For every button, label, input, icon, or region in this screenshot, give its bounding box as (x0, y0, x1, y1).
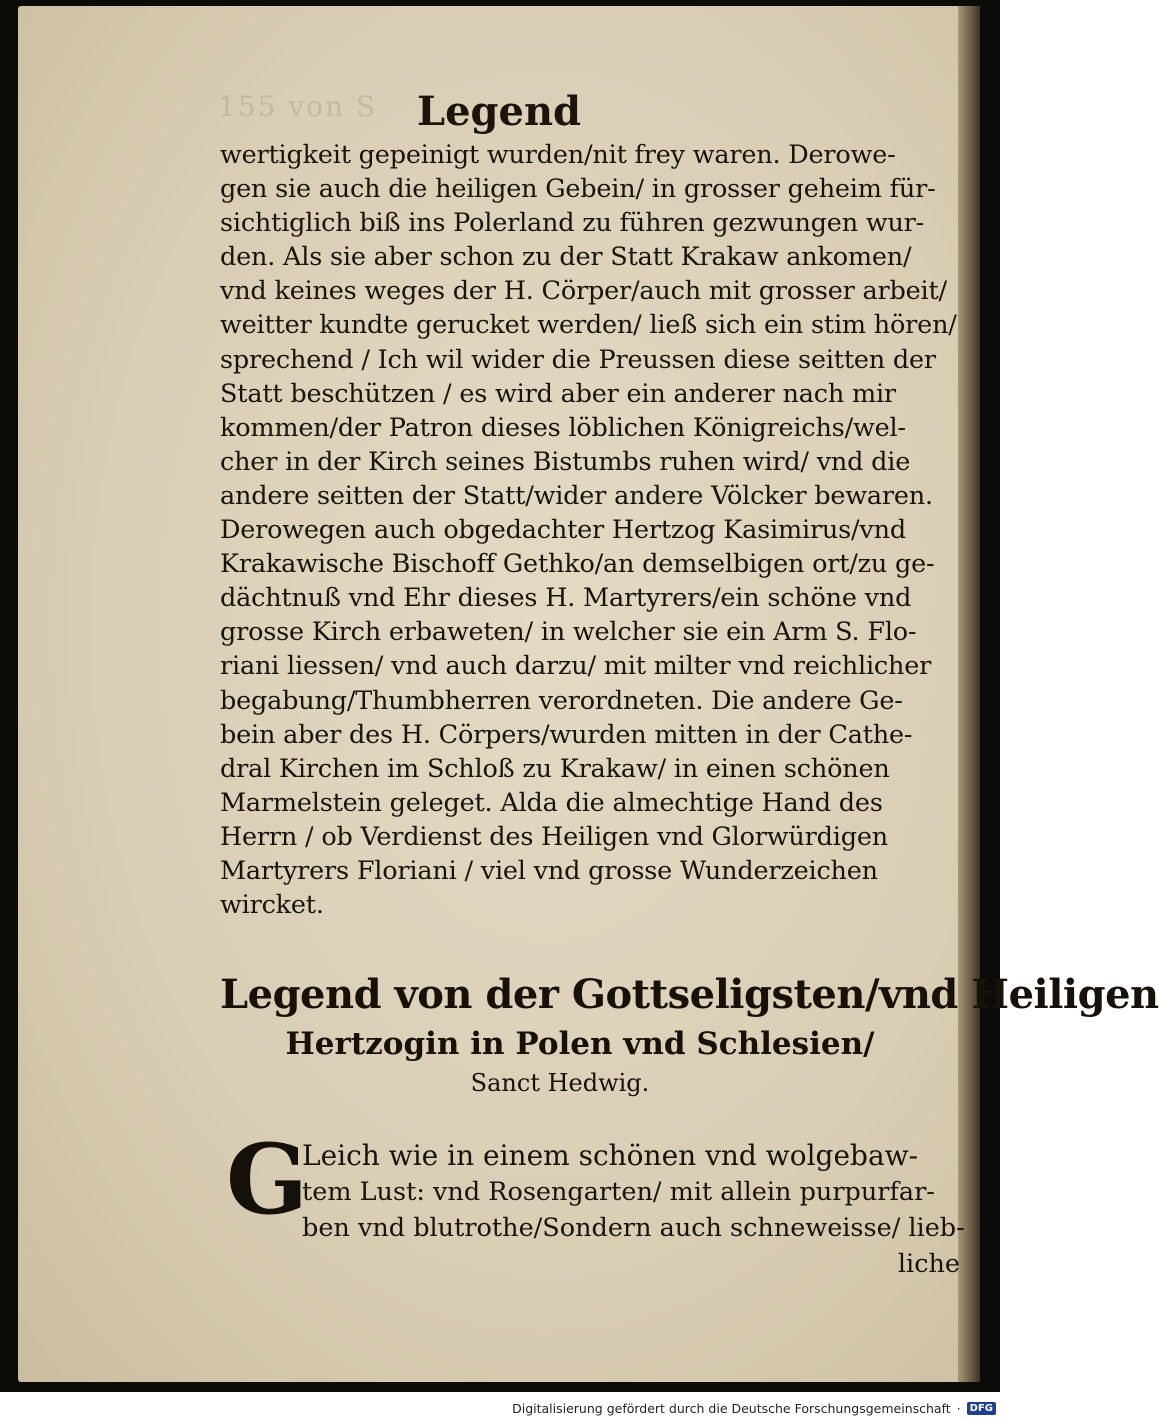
second-paragraph (220, 1138, 980, 1282)
section-title (220, 968, 1159, 1100)
dfg-logo: DFG (967, 1402, 996, 1415)
paragraph-line: Leich wie in einem schönen vnd wolgebaw- (302, 1139, 919, 1172)
paragraph-line: weitter kundte gerucket werden/ ließ sich ein stim hören/ (220, 310, 957, 341)
book-page (18, 6, 1159, 1382)
section-title-line-1: Legend von der Gottseligsten/vnd Heiligen (220, 971, 1159, 1018)
section-title-line-2: Hertzogin in Polen vnd Schlesien/ (285, 1026, 875, 1062)
paragraph-line: tem Lust: vnd Rosengarten/ mit allein purpurfar- (302, 1177, 935, 1207)
paragraph-line: Herrn / ob Verdienst des Heiligen vnd Glorwürdigen (220, 821, 888, 852)
drop-cap-initial: G (226, 1123, 308, 1236)
paragraph-line: den. Als sie aber schon zu der Statt Krakaw ankomen/ (220, 242, 912, 273)
paragraph-line: sichtiglich biß ins Polerland zu führen gezwungen wur- (220, 208, 925, 239)
bleed-through-text: 155 von S (218, 90, 378, 123)
paragraph-line: dral Kirchen im Schloß zu Krakaw/ in einen schönen (220, 753, 890, 784)
paragraph-line: kommen/der Patron dieses löblichen Königreichs/wel- (220, 412, 906, 443)
paragraph-line: dächtnuß vnd Ehr dieses H. Martyrers/ein schöne vnd (220, 583, 912, 614)
paragraph-line: grosse Kirch erbaweten/ in welcher sie ein Arm S. Flo- (220, 617, 917, 648)
running-head: Legend (416, 88, 582, 135)
section-title-line-3: Sanct Hedwig. (470, 1069, 650, 1097)
paragraph-line: bein aber des H. Cörpers/wurden mitten in der Cathe- (220, 719, 913, 750)
paragraph-line: begabung/Thumbherren verordneten. Die andere Ge- (220, 685, 903, 716)
paragraph-line: Krakawische Bischoff Gethko/an demselbigen ort/zu ge- (220, 549, 935, 580)
paragraph-line: Martyrers Floriani / viel vnd grosse Wunderzeichen (220, 855, 878, 886)
paragraph-line: cher in der Kirch seines Bistumbs ruhen wird/ vnd die (220, 446, 911, 477)
main-paragraph (220, 138, 960, 922)
paragraph-line: Statt beschützen / es wird aber ein anderer nach mir (220, 378, 896, 409)
paragraph-line: vnd keines weges der H. Cörper/auch mit grosser arbeit/ (220, 276, 947, 307)
paragraph-line: sprechend / Ich wil wider die Preussen diese seitten der (220, 344, 936, 375)
paragraph-line: wertigkeit gepeinigt wurden/nit frey waren. Derowe- (220, 140, 896, 170)
paragraph-line: riani liessen/ vnd auch darzu/ mit milter vnd reichlicher (220, 651, 932, 682)
paragraph-line: wircket. (220, 890, 324, 921)
paragraph-line: ben vnd blutrothe/Sondern auch schneweisse/ lieb- (302, 1213, 965, 1243)
footer-credit: Digitalisierung gefördert durch die Deutsche Forschungsgemeinschaft (512, 1400, 951, 1416)
paragraph-line: Derowegen auch obgedachter Hertzog Kasimirus/vnd (220, 515, 906, 546)
catchword: liche (897, 1249, 960, 1279)
paragraph-line: gen sie auch die heiligen Gebein/ in grosser geheim für- (220, 174, 936, 205)
digitization-footer: Digitalisierung gefördert durch die Deutsche Forschungsgemeinschaft · DFG (0, 1396, 996, 1420)
paragraph-line: andere seitten der Statt/wider andere Völcker bewaren. (220, 480, 933, 511)
paragraph-line: Marmelstein geleget. Alda die almechtige Hand des (220, 787, 883, 818)
